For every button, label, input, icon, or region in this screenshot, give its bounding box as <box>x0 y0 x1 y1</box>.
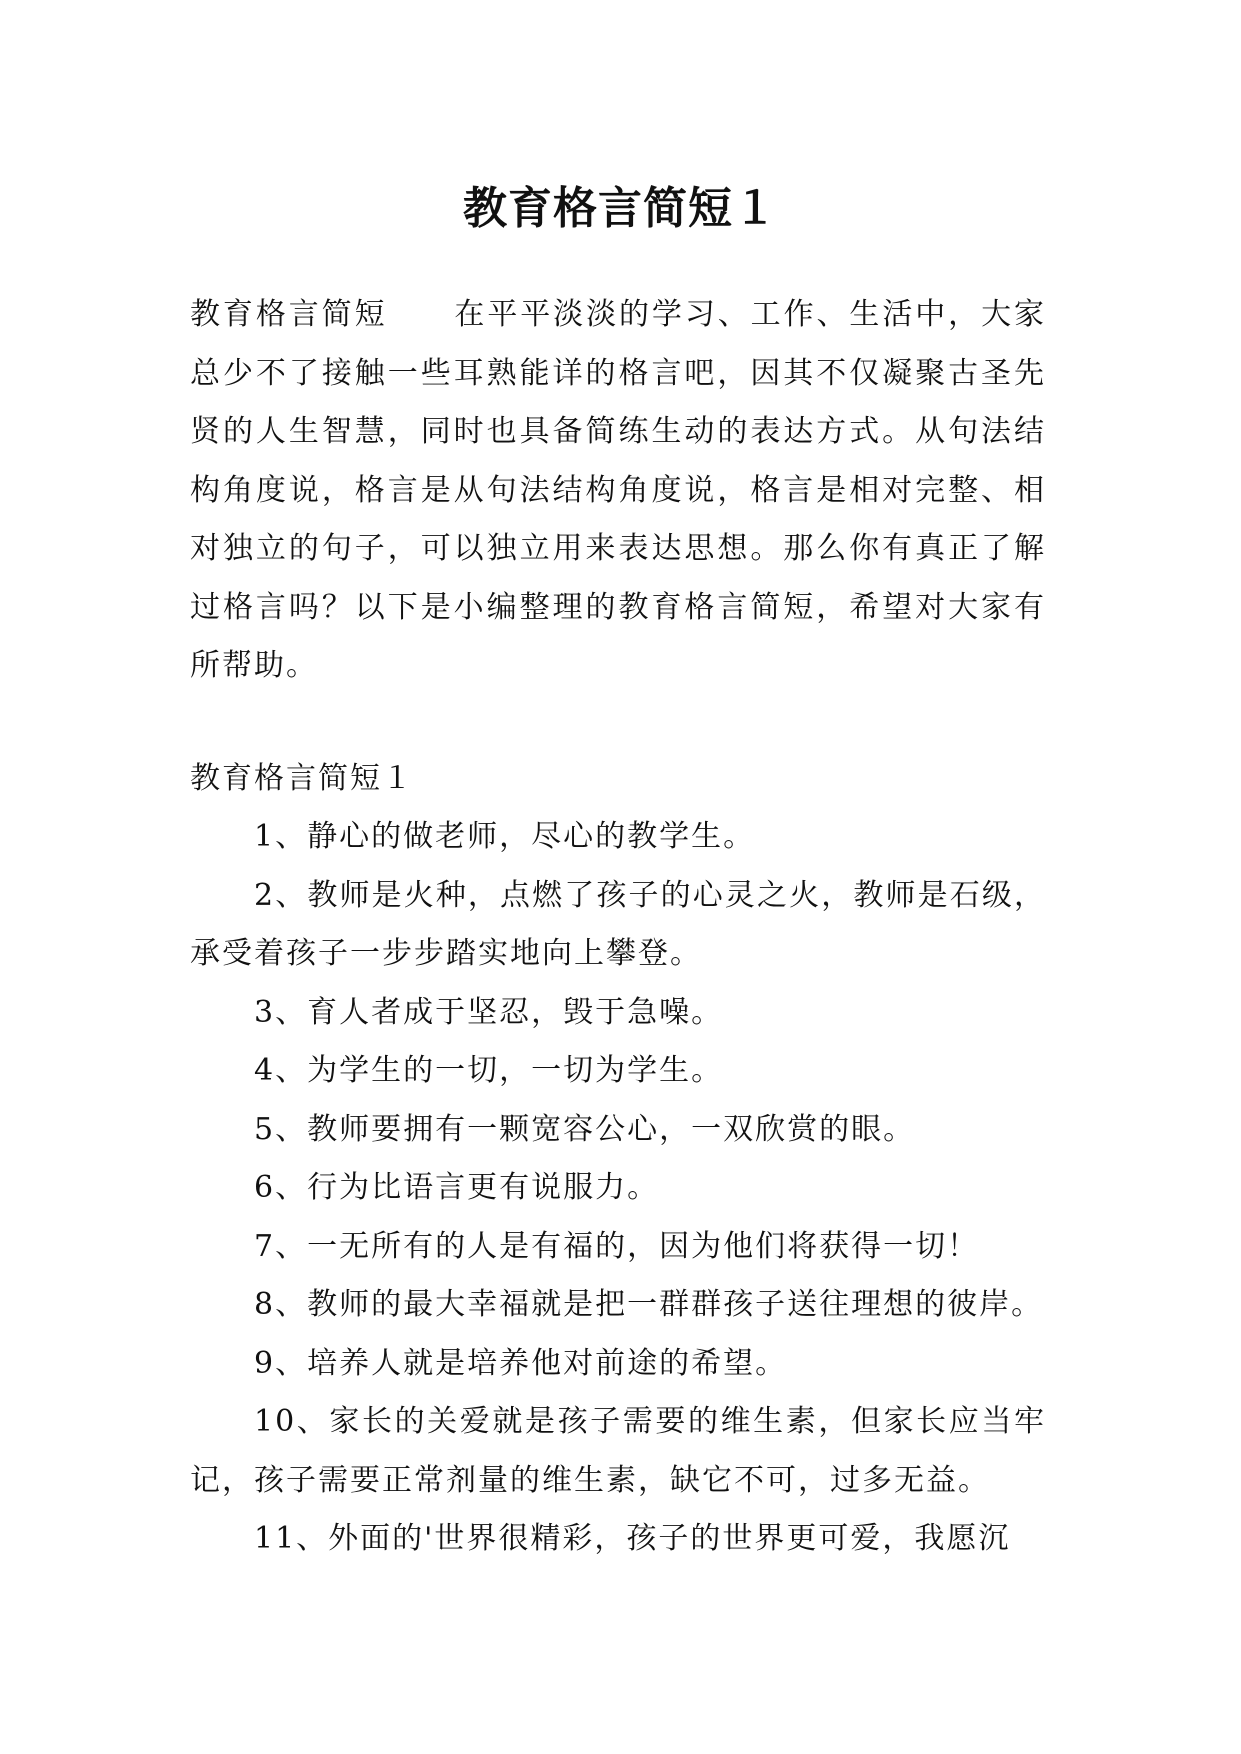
intro-lead: 教育格言简短 <box>190 297 388 332</box>
list-item: 1、静心的做老师，尽心的教学生。 <box>254 819 756 854</box>
intro-paragraph <box>190 286 1046 696</box>
section-spacer <box>190 696 1046 750</box>
document-title: 教育格言简短１ <box>463 183 778 235</box>
list-item: 2、教师是火种，点燃了孩子的心灵之火，教师是石级，承受着孩子一步步踏实地向上攀登。 <box>190 877 1046 971</box>
list-item: 9、培养人就是培养他对前途的希望。 <box>254 1345 788 1381</box>
list-item: 8、教师的最大幸福就是把一群群孩子送往理想的彼岸。 <box>254 1287 1044 1322</box>
list-item: 10、家长的关爱就是孩子需要的维生素，但家长应当牢记，孩子需要正常剂量的维生素，缺它不可，过多无益。 <box>190 1404 1046 1498</box>
list-item: 6、行为比语言更有说服力。 <box>254 1170 660 1205</box>
list-item: 7、一无所有的人是有福的，因为他们将获得一切！ <box>254 1228 980 1264</box>
list-item: 3、育人者成于坚忍，毁于急噪。 <box>254 994 724 1030</box>
list-item: 11、外面的'世界很精彩，孩子的世界更可爱，我愿沉 <box>254 1521 1011 1556</box>
list-item: 4、为学生的一切，一切为学生。 <box>254 1053 724 1088</box>
list-item: 5、教师要拥有一颗宽容公心，一双欣赏的眼。 <box>254 1111 916 1147</box>
intro-body: 在平平淡淡的学习、工作、生活中，大家总少不了接触一些耳熟能详的格言吧，因其不仅凝聚古圣先贤的人生智慧，同时也具备简练生动的表达方式。从句法结构角度说，格言是从句法结构角度说，格言是相对完整、相对独立的句子，可以独立用来表达思想。那么你有真正了解过格言吗？以下是小编整理的教育格言简短，希望对大家有所帮助。 <box>190 297 1046 683</box>
document-body <box>190 286 1046 1569</box>
section-heading: 教育格言简短１ <box>190 760 414 796</box>
